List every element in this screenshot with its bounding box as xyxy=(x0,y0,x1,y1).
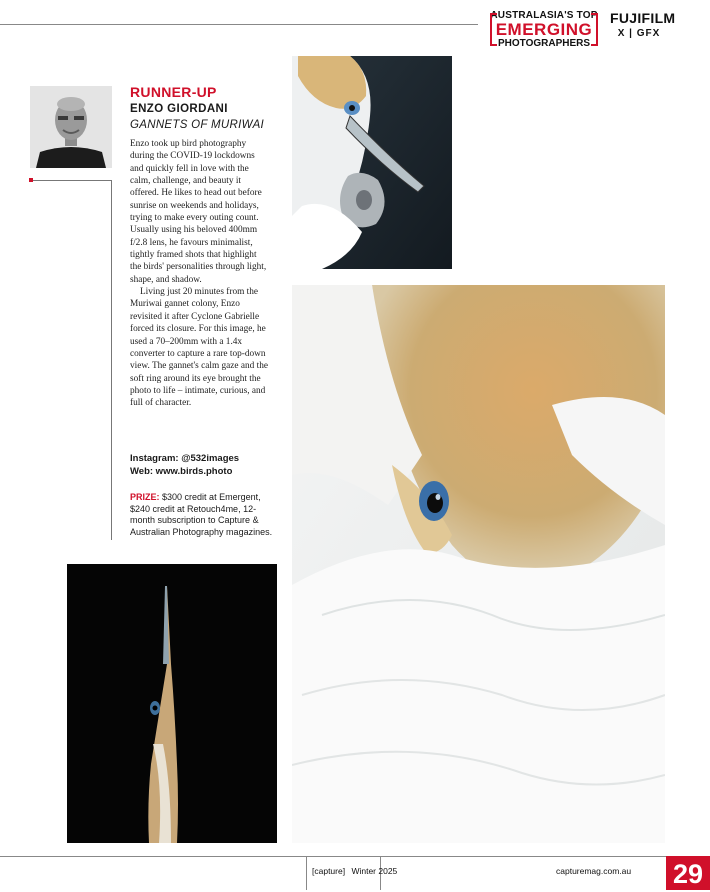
prize-label: PRIZE: xyxy=(130,492,160,502)
website-link[interactable]: Web: www.birds.photo xyxy=(130,465,233,477)
footer-magazine: [capture] xyxy=(312,866,346,876)
article-body xyxy=(130,138,270,410)
body-paragraph: Enzo took up bird photography during the COVID-19 lockdowns and quickly fell in love with the calm, challenge, and beauty it offered. He likes to head out before sunrise on weekends and holidays, trying to make every outing count. Usually using his beloved 400mm f/2.8 lens, he favours minimalist, tightly framed shots that highlight the birds' personalities through light, shape, and shadow. xyxy=(130,139,267,285)
photo-gannet-neck xyxy=(67,564,277,843)
badge-line3: PHOTOGRAPHERS xyxy=(497,38,591,49)
accent-rule-horizontal xyxy=(33,180,112,181)
badge-bracket-right xyxy=(591,13,598,46)
footer-separator xyxy=(306,856,307,890)
prize-text: $300 credit at Emergent, $240 credit at Retouch4me, 12-month subscription to Capture & Australian Photography magazines. xyxy=(130,492,273,537)
photo-gannet-feeding-chick xyxy=(292,56,452,269)
accent-rule-vertical xyxy=(111,180,112,540)
sponsor-logo xyxy=(610,10,676,39)
page-number: 29 xyxy=(666,856,710,890)
header-rule xyxy=(0,24,478,25)
badge-line1: AUSTRALASIA'S TOP xyxy=(490,10,598,21)
badge-line2: EMERGING xyxy=(495,20,593,39)
photo-gannet-top-down xyxy=(292,285,665,843)
social-links xyxy=(130,453,239,478)
instagram-handle[interactable]: Instagram: @532images xyxy=(130,453,240,464)
photographer-portrait xyxy=(30,86,112,168)
competition-badge xyxy=(490,10,598,49)
footer-website[interactable]: capturemag.com.au xyxy=(556,866,632,876)
prize-info xyxy=(130,492,280,538)
badge-bracket-left xyxy=(490,13,497,46)
body-paragraph: Living just 20 minutes from the Muriwai gannet colony, Enzo revisited it after Cyclone Gabrielle forced its closure. For this image, he used a 70–200mm with a 1.4x converter to capture a rare top-down view. The gannet's calm gaze and the soft ring around its eye brought the photo to life – intimate, curious, and full of character. xyxy=(130,287,268,409)
project-title: GANNETS OF MURIWAI xyxy=(130,119,265,131)
photographer-name: ENZO GIORDANI xyxy=(130,103,228,115)
footer-issue: Winter 2025 xyxy=(351,866,398,876)
sponsor-name: FUJIFILM xyxy=(610,10,676,26)
footer-issue-info xyxy=(312,866,397,876)
footer-rule xyxy=(0,856,666,857)
award-label: RUNNER-UP xyxy=(130,84,217,100)
sponsor-systems: X | GFX xyxy=(617,28,661,39)
